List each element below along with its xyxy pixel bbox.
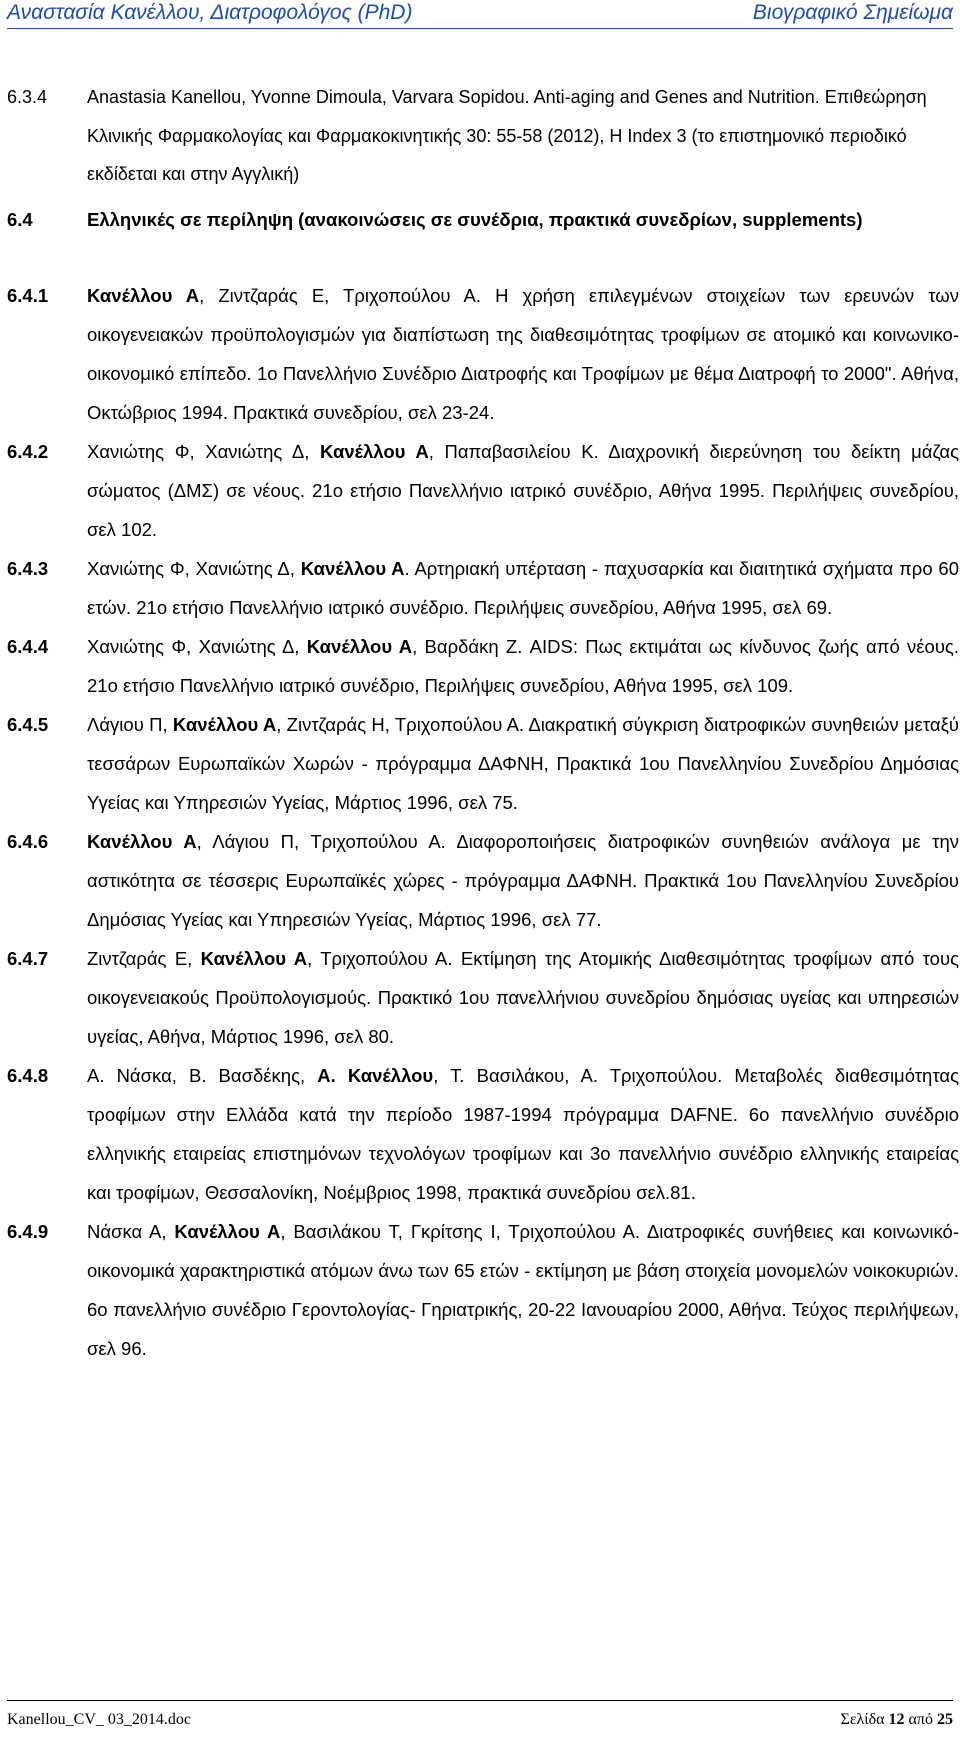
entry-citation: , Βασιλάκου Τ, Γκρίτσης Ι, Τριχοπούλου Α. Διατροφικές συνήθειες και κοινωνικό-οικονομικά χαρακτηριστικά ατόμων άνω των 65 ετών - εκτίμηση με βάση στοιχεία μονομελών νοικοκυριών. 6ο πανελλήνιο συνέδριο Γεροντολογίας- Γηριατρικής, 20-22 Ιανουαρίου 2000, Αθήνα. Τεύχος περιλήψεων, σελ 96. bbox=[87, 1220, 959, 1359]
footer-filename: Kanellou_CV_ 03_2014.doc bbox=[7, 1711, 191, 1728]
entry-text bbox=[87, 1056, 959, 1212]
footer-page-indicator bbox=[841, 1711, 953, 1729]
entry-text bbox=[87, 276, 959, 432]
entry-number: 6.4.4 bbox=[7, 635, 49, 657]
page-header bbox=[7, 0, 953, 32]
entry-highlight-author: Κανέλλου Α bbox=[300, 557, 405, 579]
entry-number: 6.4.3 bbox=[7, 557, 49, 579]
entry-number: 6.4.7 bbox=[7, 947, 49, 969]
entry-citation: , Τ. Βασιλάκου, Α. Τριχοπούλου. Μεταβολές διαθεσιμότητας τροφίμων στην Ελλάδα κατά την περίοδο 1987-1994 πρόγραμμα DAFNE. 6ο πανελλήνιο συνέδριο ελληνικής εταιρείας επιστημόνων τεχνολόγων τροφίμων και 3ο πανελλήνιο συνέδριο ελληνικής εταιρείας και τροφίμων, Θεσσαλονίκη, Νοέμβριος 1998, πρακτικά συνεδρίου σελ.81. bbox=[87, 1064, 959, 1203]
entry-text bbox=[87, 1212, 959, 1368]
list-item bbox=[7, 822, 959, 939]
section-heading bbox=[7, 200, 959, 240]
list-item bbox=[7, 432, 959, 549]
entry-number: 6.3.4 bbox=[7, 87, 48, 107]
list-item bbox=[7, 1056, 959, 1212]
header-author: Αναστασία Κανέλλου, Διατροφολόγος (PhD) bbox=[7, 1, 413, 24]
entry-text bbox=[87, 549, 959, 627]
entry-number: 6.4.2 bbox=[7, 440, 49, 462]
entry-highlight-author: Κανέλλου Α bbox=[174, 1220, 281, 1242]
header-rule bbox=[7, 28, 953, 29]
entry-highlight-author: Α. Κανέλλου bbox=[317, 1064, 434, 1086]
footer-page-prefix: Σελίδα bbox=[840, 1711, 889, 1728]
list-item bbox=[7, 276, 959, 432]
entries-list bbox=[7, 276, 959, 1368]
section-number: 6.4 bbox=[7, 208, 33, 230]
entry-number: 6.4.1 bbox=[7, 284, 49, 306]
entry-6-3-4 bbox=[7, 78, 959, 194]
entry-number: 6.4.5 bbox=[7, 713, 49, 735]
entry-highlight-author: Κανέλλου Α bbox=[200, 947, 308, 969]
entry-highlight-author: Κανέλλου Α bbox=[87, 284, 200, 306]
footer-page-total: 25 bbox=[937, 1711, 953, 1728]
entry-highlight-author: Κανέλλου Α bbox=[172, 713, 277, 735]
entry-authors-before: Νάσκα Α, bbox=[87, 1220, 175, 1242]
entry-text bbox=[87, 432, 959, 549]
entry-citation: , Παπαβασιλείου Κ. Διαχρονική διερεύνηση του δείκτη μάζας σώματος (ΔΜΣ) σε νέους. 21ο ετήσιο Πανελλήνιο ιατρικό συνέδριο, Αθήνα 1995. Περιλήψεις συνεδρίου, σελ 102. bbox=[87, 440, 960, 540]
header-doc-title: Βιογραφικό Σημείωμα bbox=[752, 1, 953, 24]
entry-number: 6.4.8 bbox=[7, 1064, 49, 1086]
entry-highlight-author: Κανέλλου Α bbox=[320, 440, 429, 462]
entry-text bbox=[87, 705, 959, 822]
list-item bbox=[7, 705, 959, 822]
entry-text bbox=[87, 627, 959, 705]
entry-authors-before: Α. Νάσκα, Β. Βασδέκης, bbox=[87, 1064, 318, 1086]
list-item bbox=[7, 1212, 959, 1368]
entry-number: 6.4.6 bbox=[7, 830, 49, 852]
list-item bbox=[7, 627, 959, 705]
entry-citation: , Βαρδάκη Ζ. AIDS: Πως εκτιμάται ως κίνδυνος ζωής από νέους. 21ο ετήσιο Πανελλήνιο ιατρικό συνέδριο, Περιλήψεις συνεδρίου, Αθήνα 1995, σελ 109. bbox=[87, 635, 959, 696]
entry-citation: , Λάγιου Π, Τριχοπούλου Α. Διαφοροποιήσεις διατροφικών συνηθειών ανάλογα με την αστικότητα σε τέσσερις Ευρωπαϊκές χώρες - πρόγραμμα ΔΑΦΝΗ. Πρακτικά 1ου Πανελληνίου Συνεδρίου Δημόσιας Υγείας και Υπηρεσιών Υγείας, Μάρτιος 1996, σελ 77. bbox=[87, 830, 959, 930]
list-item bbox=[7, 939, 959, 1056]
document-body bbox=[7, 78, 959, 1368]
entry-text: Anastasia Kanellou, Yvonne Dimoula, Varvara Sopidou. Anti-aging and Genes and Nutrition. Επιθεώρηση Κλινικής Φαρμακολογίας και Φαρμακοκινητικής 30: 55-58 (2012), H Index 3 (το επιστημονικό περιοδικό εκδίδεται και στην Αγγλική) bbox=[87, 87, 927, 184]
footer-page-number: 12 bbox=[888, 1711, 905, 1728]
entry-citation: . Αρτηριακή υπέρταση - παχυσαρκία και διαιτητικά σχήματα προ 60 ετών. 21ο ετήσιο Πανελλήνιο ιατρικό συνέδριο. Περιλήψεις συνεδρίου, Αθήνα 1995, σελ 69. bbox=[87, 557, 959, 618]
page-footer bbox=[7, 1700, 953, 1730]
entry-authors-before: Ζιντζαράς Ε, bbox=[87, 947, 201, 969]
section-title: Ελληνικές σε περίληψη (ανακοινώσεις σε συνέδρια, πρακτικά συνεδρίων, supplements) bbox=[87, 208, 863, 230]
entry-authors-before: Χανιώτης Φ, Χανιώτης Δ, bbox=[87, 635, 307, 657]
footer-rule bbox=[7, 1700, 953, 1701]
entry-citation: , Ζιντζαράς Ε, Τριχοπούλου Α. Η χρήση επιλεγμένων στοιχείων των ερευνών των οικογενειακών προϋπολογισμών για διαπίστωση της διαθεσιμότητας τροφίμων σε ατομικό και κοινωνικο-οικονομικό επίπεδο. 1ο Πανελλήνιο Συνέδριο Διατροφής και Τροφίμων με θέμα Διατροφή το 2000". Αθήνα, Οκτώβριος 1994. Πρακτικά συνεδρίου, σελ 23-24. bbox=[87, 284, 959, 423]
entry-highlight-author: Κανέλλου Α bbox=[306, 635, 413, 657]
footer-page-mid: από bbox=[904, 1711, 937, 1728]
entry-text bbox=[87, 939, 959, 1056]
entry-authors-before: Λάγιου Π, bbox=[87, 713, 173, 735]
entry-number: 6.4.9 bbox=[7, 1220, 49, 1242]
entry-highlight-author: Κανέλλου Α bbox=[87, 830, 197, 852]
list-item bbox=[7, 549, 959, 627]
entry-citation: , Ζιντζαράς Η, Τριχοπούλου Α. Διακρατική σύγκριση διατροφικών συνηθειών μεταξύ τεσσάρων Ευρωπαϊκών Χωρών - πρόγραμμα ΔΑΦΝΗ, Πρακτικά 1ου Πανελληνίου Συνεδρίου Δημόσιας Υγείας και Υπηρεσιών Υγείας, Μάρτιος 1996, σελ 75. bbox=[87, 713, 959, 813]
entry-authors-before: Χανιώτης Φ, Χανιώτης Δ, bbox=[87, 440, 321, 462]
entry-text bbox=[87, 822, 959, 939]
entry-authors-before: Χανιώτης Φ, Χανιώτης Δ, bbox=[87, 557, 301, 579]
entry-citation: , Τριχοπούλου Α. Εκτίμηση της Ατομικής Διαθεσιμότητας τροφίμων από τους οικογενειακούς Προϋπολογισμούς. Πρακτικό 1ου πανελλήνιου συνεδρίου δημόσιας υγείας και υπηρεσιών υγείας, Αθήνα, Μάρτιος 1996, σελ 80. bbox=[87, 947, 959, 1047]
